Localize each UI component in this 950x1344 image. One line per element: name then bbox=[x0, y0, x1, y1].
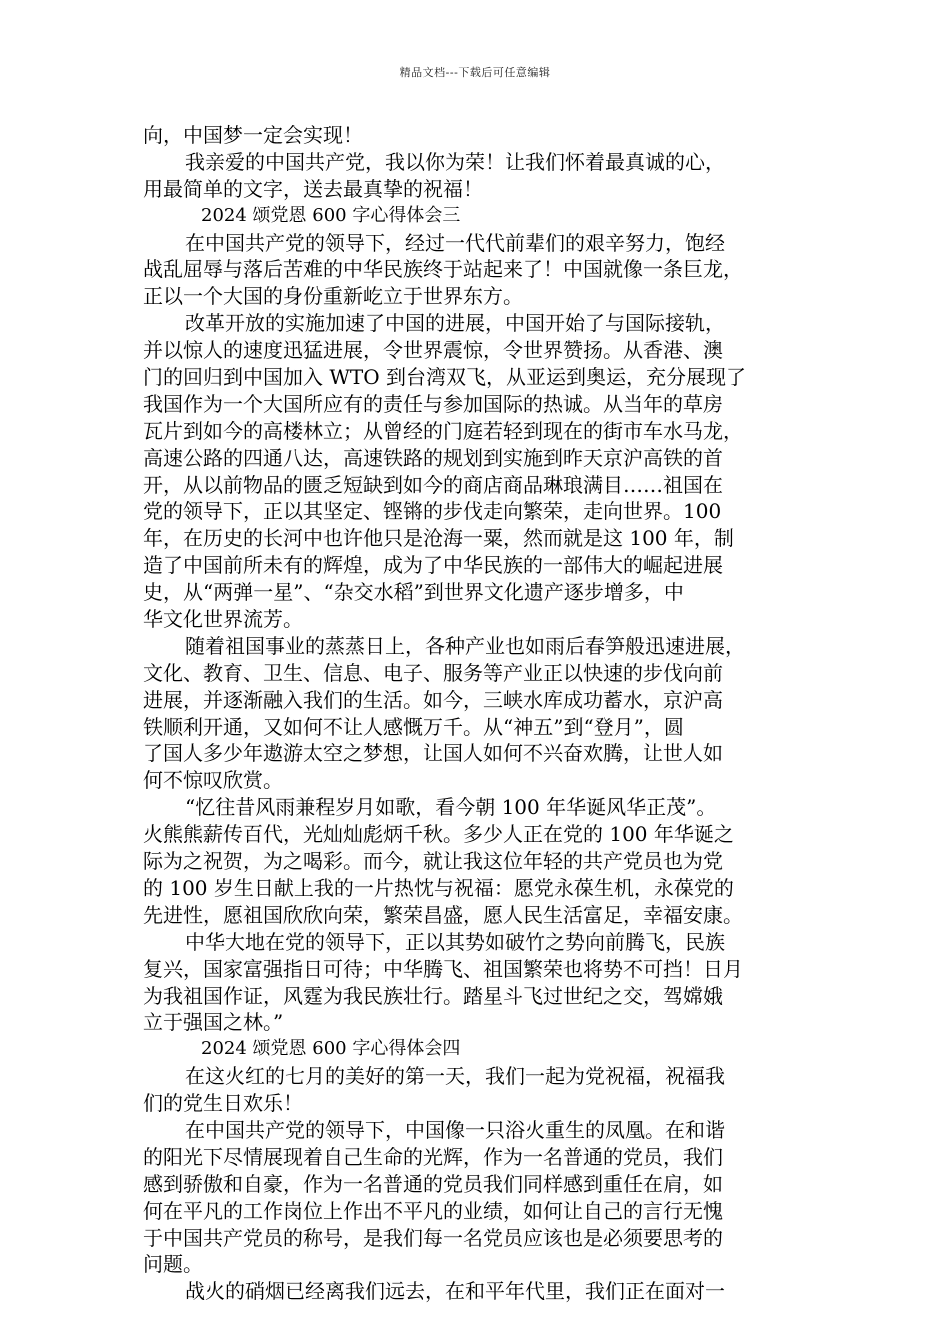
text-line: 何不惊叹欣赏。 bbox=[143, 768, 283, 793]
page-header: 精品文档---下载后可任意编辑 bbox=[399, 66, 551, 79]
text-line: 为我祖国作证，风霆为我民族壮行。踏星斗飞过世纪之交，驾嫦娥 bbox=[143, 983, 723, 1008]
text-line: 们的党生日欢乐！ bbox=[143, 1091, 303, 1116]
text-line: 在中国共产党的领导下，经过一代代前辈们的艰辛努力，饱经 bbox=[185, 230, 725, 255]
text-line: 改革开放的实施加速了中国的进展，中国开始了与国际接轨， bbox=[185, 311, 725, 336]
text-line: 于中国共产党员的称号，是我们每一名党员应该也是必须要思考的 bbox=[143, 1225, 723, 1250]
text-line: 用最简单的文字，送去最真挚的祝福！ bbox=[143, 176, 483, 201]
text-line: 党的领导下，正以其坚定、铿锵的步伐走向繁荣，走向世界。100 bbox=[143, 499, 722, 524]
text-line: 史，从“两弹一星”、“杂交水稻”到世界文化遗产逐步增多，中 bbox=[143, 580, 684, 605]
text-line: 造了中国前所未有的辉煌，成为了中华民族的一部伟大的崛起进展 bbox=[143, 553, 723, 578]
text-line: 开，从以前物品的匮乏短缺到如今的商店商品琳琅满目……祖国在 bbox=[143, 472, 723, 497]
text-line: 在这火红的七月的美好的第一天，我们一起为党祝福，祝福我 bbox=[185, 1064, 725, 1089]
text-line: 华文化世界流芳。 bbox=[143, 607, 303, 632]
text-line: 问题。 bbox=[143, 1252, 203, 1277]
text-line: 文化、教育、卫生、信息、电子、服务等产业正以快速的步伐向前 bbox=[143, 660, 723, 685]
text-line: 何在平凡的工作岗位上作出不平凡的业绩，如何让自己的言行无愧 bbox=[143, 1198, 723, 1223]
text-line: 战火的硝烟已经离我们远去，在和平年代里，我们正在面对一 bbox=[185, 1279, 725, 1304]
text-line: 的 100 岁生日献上我的一片热忱与祝福：愿党永葆生机，永葆党的 bbox=[143, 875, 734, 900]
text-line: 中华大地在党的领导下，正以其势如破竹之势向前腾飞，民族 bbox=[185, 929, 725, 954]
text-line: “忆往昔风雨兼程岁月如歌，看今朝 100 年华诞风华正茂”。 bbox=[185, 795, 717, 820]
text-line: 先进性，愿祖国欣欣向荣，繁荣昌盛，愿人民生活富足，幸福安康。 bbox=[143, 902, 743, 927]
text-line: 了国人多少年遨游太空之梦想，让国人如何不兴奋欢腾，让世人如 bbox=[143, 741, 723, 766]
document-body bbox=[143, 122, 815, 1305]
text-line: 际为之祝贺，为之喝彩。而今，就让我这位年轻的共产党员也为党 bbox=[143, 849, 723, 874]
text-line: 感到骄傲和自豪，作为一名普通的党员我们同样感到重任在肩，如 bbox=[143, 1171, 723, 1196]
text-line: 立于强国之林。” bbox=[143, 1010, 284, 1035]
text-line: 高速公路的四通八达，高速铁路的规划到实施到昨天京沪高铁的首 bbox=[143, 445, 723, 470]
section-heading: 2024 颂党恩 600 字心得体会三 bbox=[201, 204, 461, 226]
text-line: 年，在历史的长河中也许他只是沧海一粟，然而就是这 100 年，制 bbox=[143, 526, 734, 551]
text-line: 的阳光下尽情展现着自己生命的光辉，作为一名普通的党员，我们 bbox=[143, 1144, 723, 1169]
text-line: 我国作为一个大国所应有的责任与参加国际的热诚。从当年的草房 bbox=[143, 391, 723, 416]
text-line: 正以一个大国的身份重新屹立于世界东方。 bbox=[143, 284, 523, 309]
text-line: 在中国共产党的领导下，中国像一只浴火重生的凤凰。在和谐 bbox=[185, 1117, 725, 1142]
text-line: 门的回归到中国加入 WTO 到台湾双飞，从亚运到奥运，充分展现了 bbox=[143, 365, 747, 390]
text-line: 战乱屈辱与落后苦难的中华民族终于站起来了！中国就像一条巨龙， bbox=[143, 257, 743, 282]
text-line: 铁顺利开通，又如何不让人感慨万千。从“神五”到“登月”，圆 bbox=[143, 714, 684, 739]
text-line: 火熊熊薪传百代，光灿灿彪炳千秋。多少人正在党的 100 年华诞之 bbox=[143, 822, 734, 847]
text-line: 复兴，国家富强指日可待；中华腾飞、祖国繁荣也将势不可挡！日月 bbox=[143, 956, 743, 981]
text-line: 向，中国梦一定会实现！ bbox=[143, 123, 363, 147]
text-line: 进展，并逐渐融入我们的生活。如今，三峡水库成功蓄水，京沪高 bbox=[143, 687, 723, 712]
text-line: 并以惊人的速度迅猛进展，令世界震惊，令世界赞扬。从香港、澳 bbox=[143, 338, 723, 363]
text-line: 瓦片到如今的高楼林立；从曾经的门庭若轻到现在的街市车水马龙， bbox=[143, 418, 743, 443]
text-line: 随着祖国事业的蒸蒸日上，各种产业也如雨后春笋般迅速进展， bbox=[185, 633, 745, 658]
text-line: 我亲爱的中国共产党，我以你为荣！让我们怀着最真诚的心， bbox=[185, 149, 725, 174]
section-heading: 2024 颂党恩 600 字心得体会四 bbox=[201, 1038, 461, 1060]
